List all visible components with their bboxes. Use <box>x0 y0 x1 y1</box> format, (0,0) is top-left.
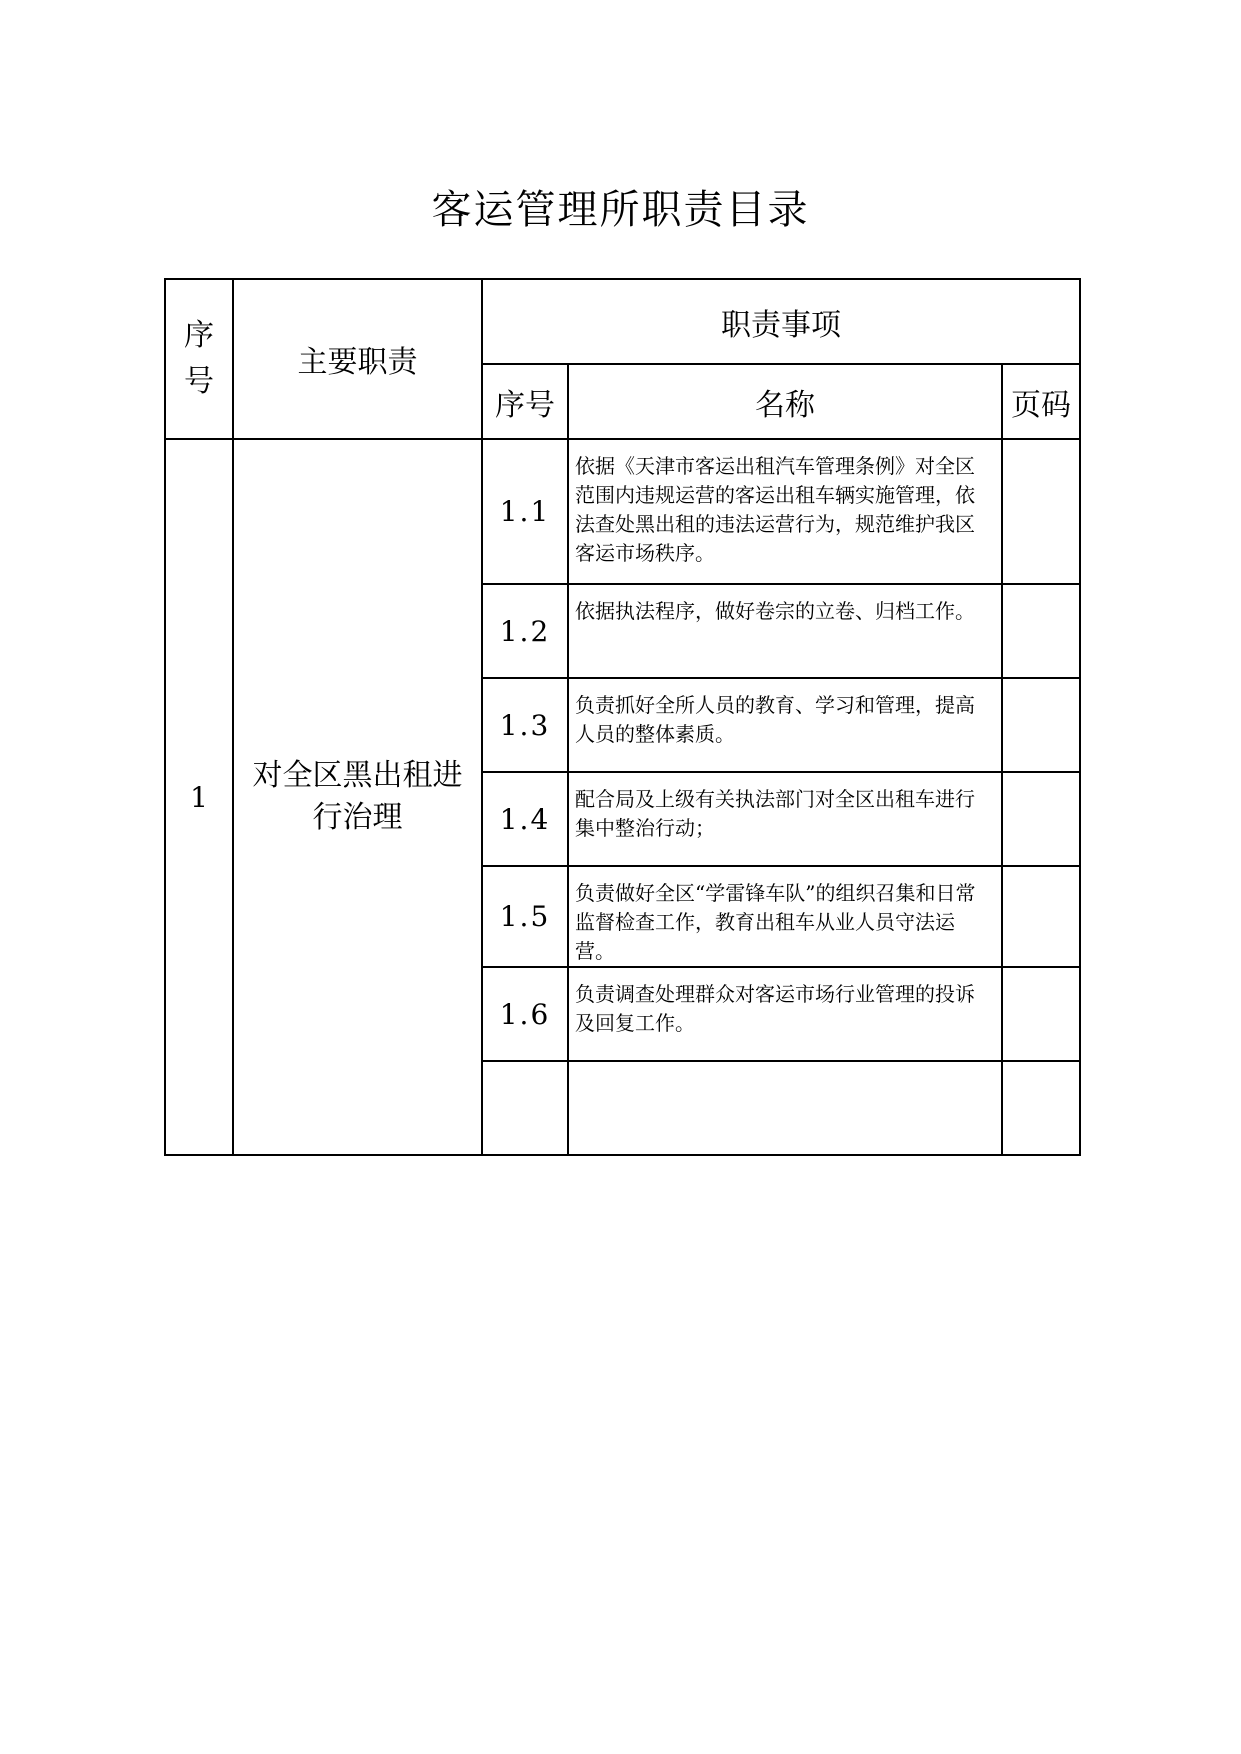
item-number <box>482 1061 568 1155</box>
item-name: 负责抓好全所人员的教育、学习和管理，提高人员的整体素质。 <box>568 678 1002 772</box>
item-number: 1.6 <box>482 967 568 1061</box>
duty-table <box>164 278 1081 1156</box>
item-number: 1.3 <box>482 678 568 772</box>
header-sub-index: 序号 <box>482 364 568 439</box>
header-index-line2: 号 <box>184 364 214 399</box>
document-title: 客运管理所职责目录 <box>431 187 810 233</box>
header-index <box>165 279 233 439</box>
item-page <box>1002 584 1080 678</box>
item-name <box>568 1061 1002 1155</box>
item-page <box>1002 967 1080 1061</box>
header-main-duty: 主要职责 <box>233 279 482 439</box>
item-page <box>1002 772 1080 866</box>
item-number: 1.2 <box>482 584 568 678</box>
item-name: 依据《天津市客运出租汽车管理条例》对全区范围内违规运营的客运出租车辆实施管理，依法查处黑出租的违法运营行为，规范维护我区客运市场秩序。 <box>568 439 1002 584</box>
item-page <box>1002 439 1080 584</box>
item-page <box>1002 866 1080 967</box>
item-number: 1.5 <box>482 866 568 967</box>
header-row-top <box>165 279 1080 364</box>
item-page <box>1002 1061 1080 1155</box>
item-number: 1.1 <box>482 439 568 584</box>
item-name: 依据执法程序，做好卷宗的立卷、归档工作。 <box>568 584 1002 678</box>
item-name: 负责调查处理群众对客运市场行业管理的投诉及回复工作。 <box>568 967 1002 1061</box>
header-duty-items: 职责事项 <box>482 279 1080 364</box>
item-name: 配合局及上级有关执法部门对全区出租车进行集中整治行动； <box>568 772 1002 866</box>
item-name: 负责做好全区“学雷锋车队”的组织召集和日常监督检查工作，教育出租车从业人员守法运营。 <box>568 866 1002 967</box>
item-number: 1.4 <box>482 772 568 866</box>
header-index-line1: 序 <box>184 318 214 353</box>
item-page <box>1002 678 1080 772</box>
header-sub-name: 名称 <box>568 364 1002 439</box>
category-index: 1 <box>165 439 233 1155</box>
table-row <box>165 439 1080 584</box>
category-name: 对全区黑出租进行治理 <box>233 439 482 1155</box>
header-sub-page: 页码 <box>1002 364 1080 439</box>
